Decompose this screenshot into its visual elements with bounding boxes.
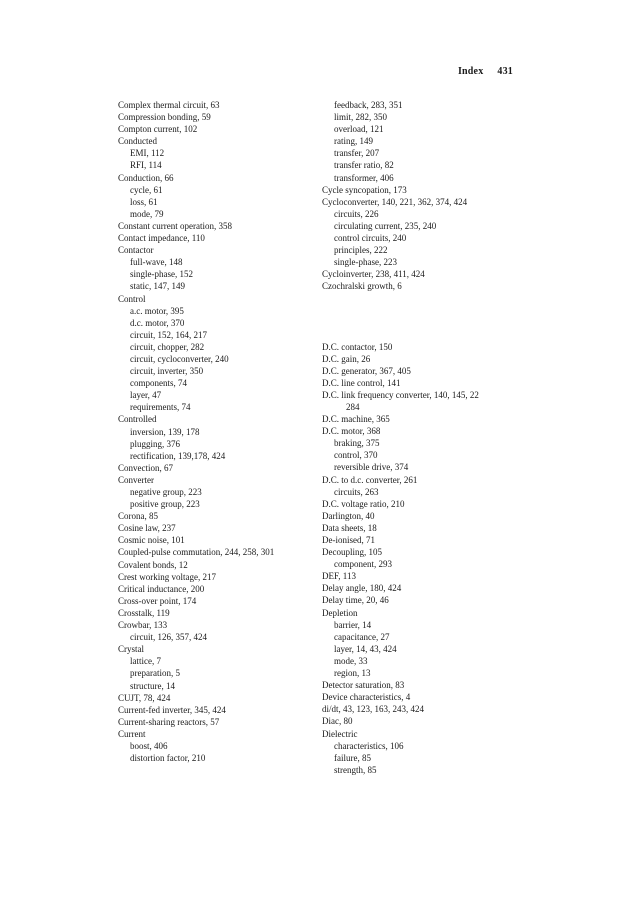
index-subentry: single-phase, 152	[130, 269, 193, 280]
index-subentry: rating, 149	[334, 136, 373, 147]
running-header	[458, 66, 513, 77]
index-entry: Controlled	[118, 414, 157, 425]
index-subentry: RFI, 114	[130, 160, 162, 171]
header-title: Index	[457, 66, 484, 77]
index-subentry: characteristics, 106	[334, 740, 404, 751]
index-subentry: braking, 375	[334, 438, 380, 449]
index-subentry: static, 147, 149	[130, 281, 185, 292]
index-entry: Current	[118, 728, 146, 739]
index-subentry: circuits, 263	[334, 486, 379, 497]
index-subentry: loss, 61	[130, 196, 158, 207]
index-subentry: circuit, chopper, 282	[130, 341, 205, 352]
index-subentry: feedback, 283, 351	[334, 100, 403, 110]
index-entry: De-ionised, 71	[322, 535, 375, 545]
index-subentry: full-wave, 148	[130, 257, 183, 268]
index-entry: Constant current operation, 358	[118, 220, 232, 231]
index-entry: Cosine law, 237	[118, 523, 176, 534]
index-entry: Compression bonding, 59	[118, 112, 211, 123]
index-subentry: component, 293	[334, 559, 392, 570]
page-number: 431	[497, 66, 513, 77]
index-subentry: failure, 85	[334, 752, 371, 763]
index-entry: Current-fed inverter, 345, 424	[118, 704, 226, 715]
index-subentry: circuit, inverter, 350	[130, 366, 204, 377]
index-entry: Device characteristics, 4	[322, 692, 411, 703]
index-entry: Converter	[118, 474, 154, 485]
index-entry: CUJT, 78, 424	[118, 692, 171, 703]
index-subentry: cycle, 61	[130, 184, 163, 195]
index-subentry: layer, 14, 43, 424	[334, 643, 397, 654]
index-entry: Cycle syncopation, 173	[322, 184, 407, 195]
index-entry: Crystal	[118, 644, 144, 655]
index-subentry: d.c. motor, 370	[130, 317, 185, 328]
index-subentry: control, 370	[334, 450, 378, 461]
index-subentry: requirements, 74	[130, 402, 191, 413]
index-entry: Contactor	[118, 245, 154, 256]
index-entry: D.C. line control, 141	[322, 377, 401, 388]
index-entry: Contact impedance, 110	[118, 233, 205, 244]
index-entry: Crest working voltage, 217	[118, 571, 216, 582]
index-entry: Delay angle, 180, 424	[322, 583, 402, 594]
index-entry: Control	[118, 293, 146, 304]
index-subentry: circuits, 226	[334, 208, 379, 219]
index-entry: Corona, 85	[118, 511, 158, 522]
index-column-left	[118, 99, 318, 764]
index-subentry: circuit, cycloconverter, 240	[130, 353, 229, 364]
index-entry: D.C. gain, 26	[322, 353, 371, 364]
index-subentry: lattice, 7	[130, 656, 161, 667]
index-entry: Conduction, 66	[118, 172, 174, 183]
index-subentry: EMI, 112	[130, 148, 165, 159]
index-subentry: circuit, 126, 357, 424	[130, 632, 207, 643]
index-entry: Darlington, 40	[322, 510, 375, 521]
index-subentry: preparation, 5	[130, 668, 180, 679]
index-section-c-continued	[322, 99, 532, 293]
index-subentry: layer, 47	[130, 390, 162, 401]
index-entry: Depletion	[322, 607, 358, 618]
index-subentry: principles, 222	[334, 245, 388, 256]
index-subentry: control circuits, 240	[334, 233, 407, 244]
index-subentry: limit, 282, 350	[334, 112, 388, 123]
index-entry: Current-sharing reactors, 57	[118, 716, 220, 727]
index-entry: di/dt, 43, 123, 163, 243, 424	[322, 704, 425, 715]
index-subentry: inversion, 139, 178	[130, 426, 200, 437]
index-subentry: positive group, 223	[130, 499, 200, 510]
index-entry: Compton current, 102	[118, 124, 198, 135]
index-subentry: components, 74	[130, 378, 187, 389]
index-entry: Decoupling, 105	[322, 547, 382, 558]
index-section-d	[322, 341, 532, 776]
section-gap	[322, 293, 532, 341]
index-entry: Cycloinverter, 238, 411, 424	[322, 269, 425, 280]
index-entry: Dielectric	[322, 728, 358, 739]
index-subentry: circulating current, 235, 240	[334, 220, 437, 231]
index-entry: D.C. contactor, 150	[322, 341, 393, 352]
index-entry: Crosstalk, 119	[118, 607, 170, 618]
index-entry: Cycloconverter, 140, 221, 362, 374, 424	[322, 196, 468, 207]
index-subentry: barrier, 14	[334, 619, 372, 630]
index-entry: Covalent bonds, 12	[118, 559, 188, 570]
index-subentry: transformer, 406	[334, 172, 394, 183]
index-entry: D.C. to d.c. converter, 261	[322, 474, 418, 485]
index-entry: D.C. generator, 367, 405	[322, 365, 411, 376]
index-subentry: distortion factor, 210	[130, 753, 206, 764]
index-subentry: strength, 85	[334, 764, 377, 775]
index-subentry: reversible drive, 374	[334, 462, 409, 473]
index-subentry: region, 13	[334, 668, 371, 679]
index-entry: Cross-over point, 174	[118, 595, 197, 606]
index-column-right	[322, 99, 532, 776]
index-entry: DEF, 113	[322, 571, 356, 582]
index-subentry: a.c. motor, 395	[130, 305, 184, 316]
index-entry: Critical inductance, 200	[118, 583, 205, 594]
index-subentry: boost, 406	[130, 740, 168, 751]
index-entry: Complex thermal circuit, 63	[118, 100, 220, 110]
index-subentry: transfer ratio, 82	[334, 160, 394, 171]
index-entry: Conducted	[118, 136, 157, 147]
index-entry: Diac, 80	[322, 716, 353, 727]
index-entry: Data sheets, 18	[322, 522, 377, 533]
index-subentry: structure, 14	[130, 680, 175, 691]
index-subentry: mode, 33	[334, 655, 368, 666]
index-entry: D.C. voltage ratio, 210	[322, 498, 405, 509]
index-subentry: transfer, 207	[334, 148, 380, 159]
index-entry-continuation: 284	[346, 401, 360, 412]
index-subentry: circuit, 152, 164, 217	[130, 329, 207, 340]
index-subentry: mode, 79	[130, 208, 164, 219]
index-entry: D.C. machine, 365	[322, 414, 390, 425]
index-entry: Cosmic noise, 101	[118, 535, 185, 546]
index-entry: D.C. link frequency converter, 140, 145, 22	[322, 389, 479, 400]
index-subentry: single-phase, 223	[334, 257, 397, 268]
index-subentry: capacitance, 27	[334, 631, 390, 642]
index-entry: Detector saturation, 83	[322, 680, 405, 691]
index-entry: Convection, 67	[118, 462, 173, 473]
index-subentry: rectification, 139,178, 424	[130, 450, 226, 461]
index-entry: Czochralski growth, 6	[322, 281, 402, 292]
index-entry: Coupled-pulse commutation, 244, 258, 301	[118, 547, 275, 558]
index-subentry: negative group, 223	[130, 487, 202, 497]
index-entry: Delay time, 20, 46	[322, 595, 389, 606]
index-entry: Crowbar, 133	[118, 620, 168, 631]
index-subentry: overload, 121	[334, 124, 384, 135]
index-subentry: plugging, 376	[130, 438, 181, 449]
index-entry: D.C. motor, 368	[322, 426, 381, 437]
